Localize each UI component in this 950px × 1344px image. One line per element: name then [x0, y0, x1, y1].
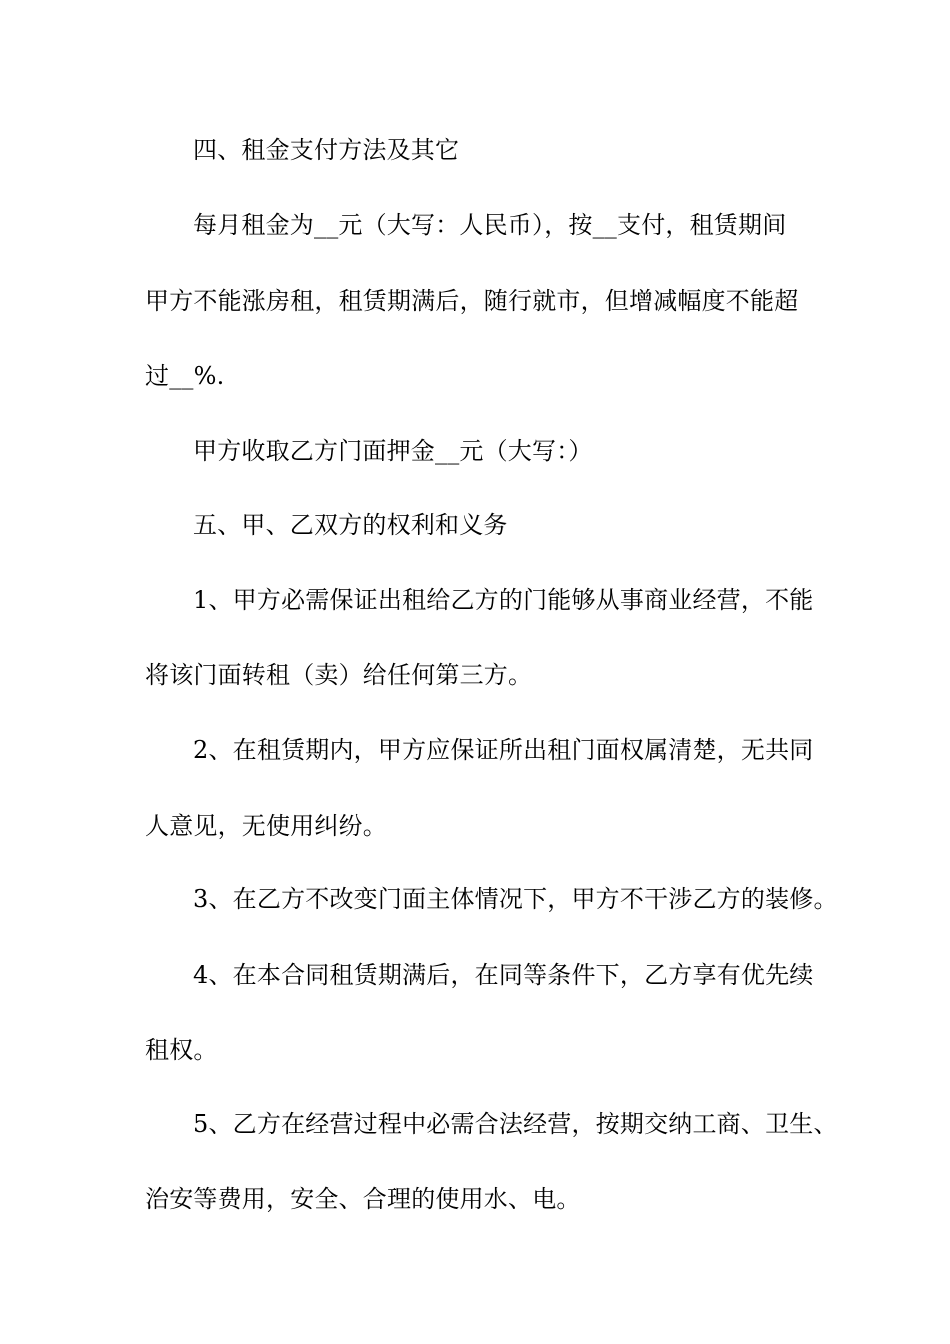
paragraph-line: 甲方不能涨房租，租赁期满后，随行就市，但增减幅度不能超 [145, 287, 799, 315]
paragraph-line: 5、乙方在经营过程中必需合法经营，按期交纳工商、卫生、 [193, 1110, 838, 1138]
paragraph-line: 1、甲方必需保证出租给乙方的门能够从事商业经营，不能 [193, 586, 814, 614]
paragraph-line: 2、在租赁期内，甲方应保证所出租门面权属清楚，无共同 [193, 736, 814, 764]
paragraph-line: 将该门面转租（卖）给任何第三方。 [145, 661, 533, 689]
paragraph-line: 3、在乙方不改变门面主体情况下，甲方不干涉乙方的装修。 [193, 885, 838, 913]
section-heading-rights-obligations: 五、甲、乙双方的权利和义务 [193, 511, 508, 539]
section-heading-rent-payment: 四、租金支付方法及其它 [193, 136, 460, 164]
paragraph-line: 过__%. [145, 362, 225, 390]
paragraph-line: 4、在本合同租赁期满后，在同等条件下，乙方享有优先续 [193, 961, 814, 989]
paragraph-line: 甲方收取乙方门面押金__元（大写：） [193, 437, 593, 465]
paragraph-line: 每月租金为__元（大写：人民币），按__支付，租赁期间 [193, 211, 787, 239]
paragraph-line: 人意见，无使用纠纷。 [145, 812, 387, 840]
paragraph-line: 治安等费用，安全、合理的使用水、电。 [145, 1185, 581, 1213]
paragraph-line: 租权。 [145, 1036, 218, 1064]
